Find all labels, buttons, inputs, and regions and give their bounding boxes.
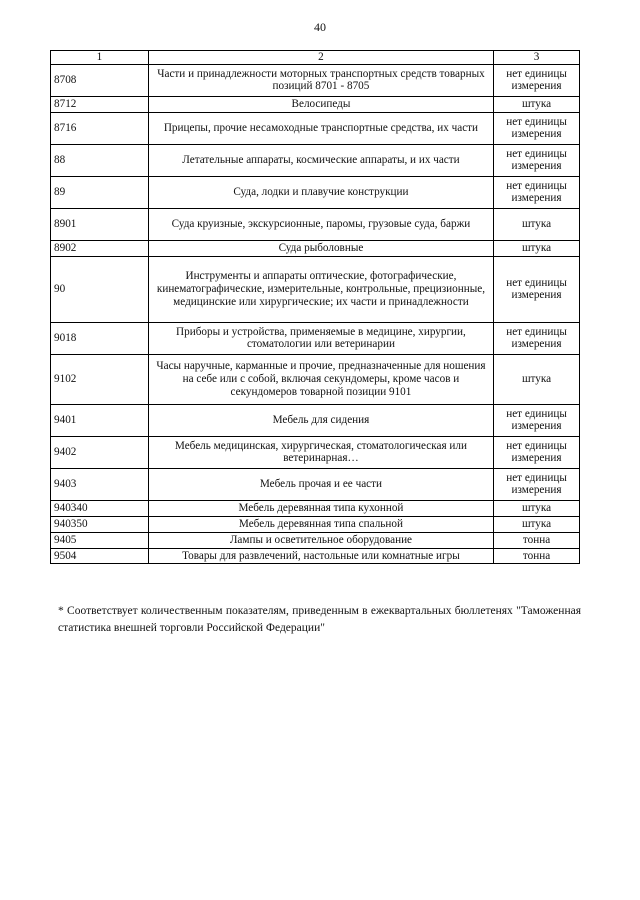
code-cell: 9402 <box>51 436 149 468</box>
unit-cell: нет единицы измерения <box>494 256 580 322</box>
description-cell: Мебель прочая и ее части <box>148 468 493 500</box>
table-row <box>51 240 580 256</box>
unit-cell: штука <box>494 354 580 404</box>
table-row <box>51 436 580 468</box>
page-number: 40 <box>314 20 326 34</box>
table-row <box>51 532 580 548</box>
unit-cell: нет единицы измерения <box>494 404 580 436</box>
code-cell: 9102 <box>51 354 149 404</box>
unit-cell: штука <box>494 96 580 112</box>
code-cell: 88 <box>51 144 149 176</box>
table-row <box>51 176 580 208</box>
table-row <box>51 548 580 564</box>
column-header-1: 1 <box>51 51 149 65</box>
commodity-units-table <box>50 50 580 564</box>
table-row <box>51 354 580 404</box>
description-cell: Мебель деревянная типа спальной <box>148 516 493 532</box>
description-cell: Инструменты и аппараты оптические, фотографические, кинематографические, измерительные, контрольные, прецизионные, медицинские или хирургические; их части и принадлежности <box>148 256 493 322</box>
description-cell: Часы наручные, карманные и прочие, предназначенные для ношения на себе или с собой, включая секундомеры, кроме часов и секундомеров товарной позиции 9101 <box>148 354 493 404</box>
code-cell: 9401 <box>51 404 149 436</box>
code-cell: 8712 <box>51 96 149 112</box>
unit-cell: штука <box>494 516 580 532</box>
code-cell: 940350 <box>51 516 149 532</box>
code-cell: 89 <box>51 176 149 208</box>
unit-cell: нет единицы измерения <box>494 468 580 500</box>
table-row <box>51 256 580 322</box>
table-row <box>51 516 580 532</box>
description-cell: Суда рыболовные <box>148 240 493 256</box>
unit-cell: штука <box>494 240 580 256</box>
table-row <box>51 404 580 436</box>
table-row <box>51 96 580 112</box>
code-cell: 8708 <box>51 64 149 96</box>
code-cell: 90 <box>51 256 149 322</box>
table-row <box>51 144 580 176</box>
code-cell: 8716 <box>51 112 149 144</box>
description-cell: Мебель медицинская, хирургическая, стоматологическая или ветеринарная… <box>148 436 493 468</box>
table-row <box>51 468 580 500</box>
description-cell: Летательные аппараты, космические аппараты, и их части <box>148 144 493 176</box>
description-cell: Прицепы, прочие несамоходные транспортные средства, их части <box>148 112 493 144</box>
unit-cell: штука <box>494 500 580 516</box>
column-header-2: 2 <box>148 51 493 65</box>
unit-cell: нет единицы измерения <box>494 322 580 354</box>
unit-cell: нет единицы измерения <box>494 112 580 144</box>
description-cell: Суда, лодки и плавучие конструкции <box>148 176 493 208</box>
unit-cell: тонна <box>494 532 580 548</box>
unit-cell: нет единицы измерения <box>494 436 580 468</box>
description-cell: Части и принадлежности моторных транспортных средств товарных позиций 8701 - 8705 <box>148 64 493 96</box>
unit-cell: нет единицы измерения <box>494 144 580 176</box>
table-row <box>51 500 580 516</box>
table-row <box>51 322 580 354</box>
code-cell: 940340 <box>51 500 149 516</box>
description-cell: Лампы и осветительное оборудование <box>148 532 493 548</box>
code-cell: 9018 <box>51 322 149 354</box>
code-cell: 9504 <box>51 548 149 564</box>
footnote: * Соответствует количественным показателям, приведенным в ежеквартальных бюллетенях "Таможенная статистика внешней торговли Российской Федерации" <box>58 605 581 634</box>
description-cell: Товары для развлечений, настольные или комнатные игры <box>148 548 493 564</box>
description-cell: Приборы и устройства, применяемые в медицине, хирургии, стоматологии или ветеринарии <box>148 322 493 354</box>
description-cell: Велосипеды <box>148 96 493 112</box>
unit-cell: нет единицы измерения <box>494 176 580 208</box>
unit-cell: штука <box>494 208 580 240</box>
table-row <box>51 208 580 240</box>
description-cell: Суда круизные, экскурсионные, паромы, грузовые суда, баржи <box>148 208 493 240</box>
table-header-row <box>51 51 580 65</box>
description-cell: Мебель для сидения <box>148 404 493 436</box>
code-cell: 8901 <box>51 208 149 240</box>
code-cell: 8902 <box>51 240 149 256</box>
column-header-3: 3 <box>494 51 580 65</box>
unit-cell: нет единицы измерения <box>494 64 580 96</box>
table-row <box>51 112 580 144</box>
code-cell: 9403 <box>51 468 149 500</box>
unit-cell: тонна <box>494 548 580 564</box>
description-cell: Мебель деревянная типа кухонной <box>148 500 493 516</box>
table-row <box>51 64 580 96</box>
code-cell: 9405 <box>51 532 149 548</box>
